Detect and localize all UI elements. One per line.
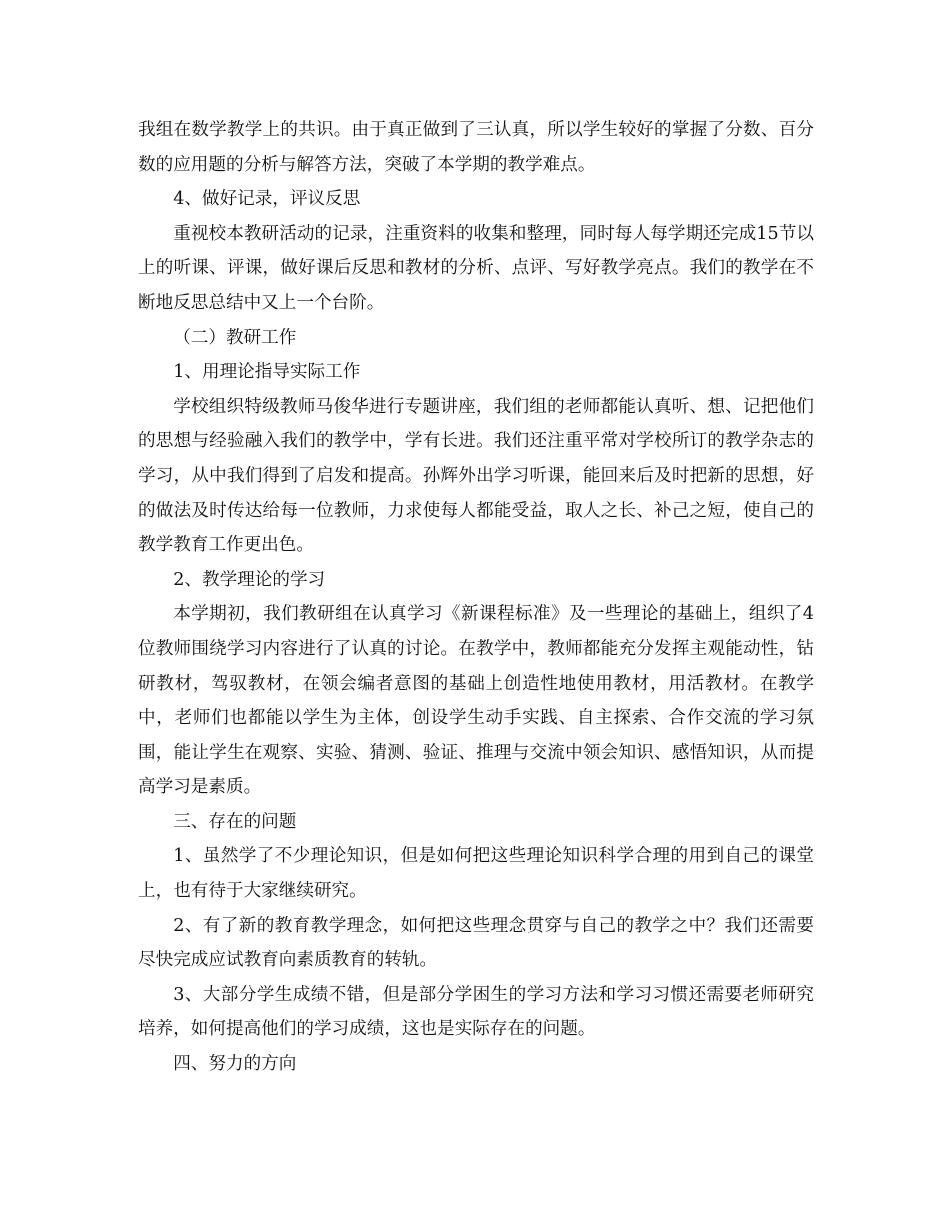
- paragraph: 3、大部分学生成绩不错，但是部分学困生的学习方法和学习习惯还需要老师研究培养，如何提高他们的学习成绩，这也是实际存在的问题。: [138, 984, 814, 1040]
- paragraph: 本学期初，我们教研组在认真学习《新课程标准》及一些理论的基础上，组织了4位教师围绕学习内容进行了认真的讨论。在教学中，教师都能充分发挥主观能动性，钻研教材，驾驭教材，在领会编者意图的基础上创造性地使用教材，用活教材。在教学中，老师们也都能以学生为主体，创设学生动手实践、自主探索、合作交流的学习氛围，能让学生在观察、实验、猜测、验证、推理与交流中领会知识、感悟知识，从而提高学习是素质。: [138, 604, 814, 798]
- section-heading: （二）教研工作: [173, 327, 297, 348]
- paragraph: 我组在数学教学上的共识。由于真正做到了三认真，所以学生较好的掌握了分数、百分数的应用题的分析与解答方法，突破了本学期的教学难点。: [138, 120, 814, 175]
- section-heading: 2、教学理论的学习: [173, 569, 326, 590]
- paragraph: 学校组织特级教师马俊华进行专题讲座，我们组的老师都能认真听、想、记把他们的思想与经验融入我们的教学中，学有长进。我们还注重平常对学校所订的教学杂志的学习，从中我们得到了启发和提高。孙辉外出学习听课，能回来后及时把新的思想，好的做法及时传达给每一位教师，力求使每人都能受益，取人之长、补己之短，使自己的教学教育工作更出色。: [138, 396, 814, 556]
- paragraph: 重视校本教研活动的记录，注重资料的收集和整理，同时每人每学期还完成15节以上的听课、评课，做好课后反思和教材的分析、点评、写好教学亮点。我们的教学在不断地反思总结中又上一个台阶。: [138, 223, 814, 313]
- section-heading: 4、做好记录，评议反思: [173, 189, 361, 210]
- paragraph: 2、有了新的教育教学理念，如何把这些理念贯穿与自己的教学之中？我们还需要尽快完成应试教育向素质教育的转轨。: [138, 915, 814, 971]
- section-heading: 三、存在的问题: [173, 811, 297, 832]
- paragraph: 1、虽然学了不少理论知识，但是如何把这些理论知识科学合理的用到自己的课堂上，也有待于大家继续研究。: [138, 846, 814, 902]
- section-heading: 1、用理论指导实际工作: [173, 362, 361, 383]
- section-heading: 四、努力的方向: [173, 1054, 297, 1075]
- document-body: [138, 113, 814, 1082]
